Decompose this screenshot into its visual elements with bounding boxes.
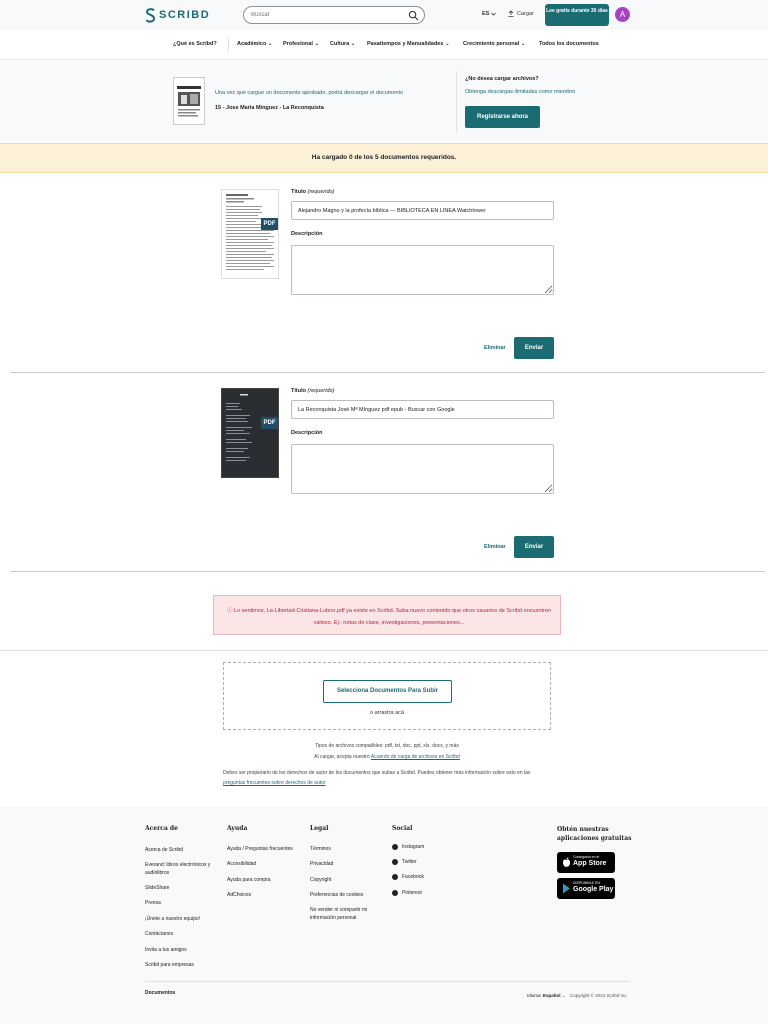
file-dropzone[interactable] bbox=[223, 662, 551, 730]
nav-divider bbox=[228, 38, 229, 51]
footer-copyright: Copyright © 2024 Scribd Inc. bbox=[570, 993, 628, 998]
footer-link[interactable]: Invita a tus amigos bbox=[145, 947, 187, 953]
app-store-badge[interactable]: Consíguelo en el App Store bbox=[557, 852, 615, 873]
footer-link[interactable]: AdChoices bbox=[227, 892, 252, 898]
search-input[interactable] bbox=[251, 9, 401, 21]
document-description-input[interactable] bbox=[291, 245, 554, 295]
footer-divider bbox=[145, 981, 630, 982]
nav-culture[interactable]: Cultura ⌄ bbox=[330, 41, 356, 47]
instagram-icon bbox=[392, 844, 398, 850]
social-twitter[interactable]: Twitter bbox=[392, 859, 417, 865]
footer-link[interactable]: ¡Únete a nuestro equipo! bbox=[145, 916, 201, 922]
footer-link[interactable]: Acerca de Scribd bbox=[145, 847, 184, 853]
requested-document-name: 15 - Jose Maria Minguez - La Reconquista bbox=[215, 105, 324, 111]
error-icon: ⓘ bbox=[226, 608, 233, 614]
upload-agreement-link[interactable]: Acuerdo de carga de archivos en Scribd bbox=[370, 754, 460, 760]
upload-label: Cargar bbox=[517, 10, 534, 17]
error-message: ⓘ Lo sentimos, La-Libertad-Cristiana-Lutero.pdf ya existe en Scribd. Suba nuevo contenido que otros usuarios de Scribd encuentren valioso. Ej.: notas de clase, investigaciones, presentaciones... bbox=[226, 608, 552, 626]
free-trial-button[interactable]: Lee gratis durante 30 días bbox=[545, 4, 609, 26]
upload-count-banner: Ha cargado 0 de los 5 documentos requeridos. bbox=[0, 143, 768, 173]
register-now-button[interactable]: Registrarse ahora bbox=[465, 106, 540, 128]
copyright-notice: Debes ser propietario de los derechos de autor de los documentos que subas a Scribd. Puedes obtener más información sobre esto en las preguntas frecuentes sobre derechos de autor bbox=[223, 770, 531, 786]
document-title-input[interactable] bbox=[291, 201, 554, 220]
footer-help-title: Ayuda bbox=[227, 825, 248, 832]
social-instagram[interactable]: Instagram bbox=[392, 844, 424, 850]
nav-academic[interactable]: Académico ⌄ bbox=[237, 41, 273, 47]
footer-social-title: Social bbox=[392, 825, 413, 832]
copyright-faq-link[interactable]: preguntas frecuentes sobre derechos de autor bbox=[223, 780, 326, 786]
upload-agreement-text: Al cargar, acepta nuestro Acuerdo de carga de archivos en Scribd bbox=[314, 754, 460, 760]
search-icon[interactable] bbox=[408, 10, 419, 21]
upload-info-panel bbox=[0, 60, 768, 143]
send-document-button[interactable]: Enviar bbox=[514, 536, 554, 558]
google-play-badge[interactable]: DISPONIBLE EN Google Play bbox=[557, 878, 615, 899]
info-divider bbox=[456, 71, 457, 133]
logo-text: SCRIBD bbox=[159, 9, 211, 21]
nav-all-documents[interactable]: Todos los documentos bbox=[539, 41, 599, 47]
category-nav bbox=[0, 30, 768, 60]
footer-link[interactable]: Accesibilidad bbox=[227, 861, 257, 867]
nav-hobbies[interactable]: Pasatiempos y Manualidades ⌄ bbox=[367, 41, 450, 47]
twitter-icon bbox=[392, 859, 398, 865]
nav-personal-growth[interactable]: Crecimiento personal ⌄ bbox=[463, 41, 526, 47]
facebook-icon bbox=[392, 874, 398, 880]
top-header bbox=[0, 0, 768, 30]
social-pinterest[interactable]: Pinterest bbox=[392, 890, 422, 896]
document-preview bbox=[221, 189, 279, 279]
language-label: ES bbox=[482, 11, 490, 17]
section-divider bbox=[10, 372, 765, 373]
footer-link[interactable]: Términos bbox=[310, 846, 331, 852]
footer-link[interactable]: Privacidad bbox=[310, 861, 334, 867]
no-upload-question: ¿No desea cargar archivos? bbox=[465, 76, 539, 82]
upload-link[interactable] bbox=[508, 10, 534, 17]
footer-link[interactable]: Ayuda / Preguntas frecuentes bbox=[227, 846, 293, 852]
section-divider bbox=[10, 571, 765, 572]
language-selector[interactable] bbox=[482, 11, 496, 17]
footer-link[interactable]: Contáctanos bbox=[145, 931, 174, 937]
google-play-icon bbox=[562, 883, 571, 894]
delete-document-link[interactable]: Eliminar bbox=[484, 345, 506, 351]
unlimited-downloads-text: Obtenga descargas ilimitadas como miembro bbox=[465, 89, 576, 95]
footer-about-title: Acerca de bbox=[145, 825, 178, 832]
duplicate-error-alert bbox=[213, 595, 561, 635]
approved-download-text: Una vez que cargue un documento aprobado, podrá descargar el documento bbox=[215, 90, 404, 96]
nav-professional[interactable]: Profesional ⌄ bbox=[283, 41, 320, 47]
footer-link[interactable]: Everand: libros electrónicos y audiolibros bbox=[145, 862, 211, 876]
upload-icon bbox=[508, 10, 514, 17]
send-document-button[interactable]: Enviar bbox=[514, 337, 554, 359]
footer-legal-title: Legal bbox=[310, 825, 329, 832]
title-field-label: Título (requerido) bbox=[291, 388, 335, 394]
scribd-logo[interactable] bbox=[145, 7, 210, 23]
document-description-input[interactable] bbox=[291, 444, 554, 494]
footer-link[interactable]: Preferencias de cookies bbox=[310, 892, 364, 898]
title-field-label: Título (requerido) bbox=[291, 189, 335, 195]
delete-document-link[interactable]: Eliminar bbox=[484, 544, 506, 550]
apps-title: Obtén nuestras aplicaciones gratuitas bbox=[557, 826, 632, 842]
section-divider bbox=[0, 650, 768, 651]
footer-link[interactable]: Copyright bbox=[310, 877, 332, 883]
footer-link[interactable]: Ayuda para compra bbox=[227, 877, 271, 883]
description-field-label: Descripción bbox=[291, 430, 323, 436]
document-preview bbox=[221, 388, 279, 478]
footer-language-selector[interactable]: Idioma: Español ⌄ bbox=[527, 993, 566, 998]
avatar[interactable]: A bbox=[615, 7, 630, 22]
supported-file-types: Tipos de archivos compatibles: pdf, txt, doc, ppt, xls, docx, y más bbox=[315, 743, 459, 749]
apple-icon bbox=[562, 857, 571, 868]
document-thumbnail bbox=[173, 77, 205, 125]
document-title-input[interactable] bbox=[291, 400, 554, 419]
nav-what-is-scribd[interactable]: ¿Qué es Scribd? bbox=[173, 41, 217, 47]
chevron-down-icon bbox=[491, 12, 496, 16]
search-box[interactable] bbox=[243, 6, 425, 24]
scribd-logo-icon bbox=[145, 8, 156, 23]
drag-drop-text: o arrastra acá bbox=[370, 710, 404, 716]
footer-link[interactable]: No vender ni compartir mi información personal bbox=[310, 907, 368, 921]
footer-link[interactable]: Prensa bbox=[145, 900, 161, 906]
footer-documents-link[interactable]: Documentos bbox=[145, 990, 176, 996]
pinterest-icon bbox=[392, 890, 398, 896]
pdf-badge: PDF bbox=[261, 218, 278, 230]
pdf-badge: PDF bbox=[261, 417, 278, 429]
social-facebook[interactable]: Facebook bbox=[392, 874, 424, 880]
footer-link[interactable]: Scribd para empresas bbox=[145, 962, 194, 968]
select-documents-button[interactable]: Selecciona Documentos Para Subir bbox=[323, 680, 452, 703]
description-field-label: Descripción bbox=[291, 231, 323, 237]
footer-link[interactable]: SlideShare bbox=[145, 885, 170, 891]
